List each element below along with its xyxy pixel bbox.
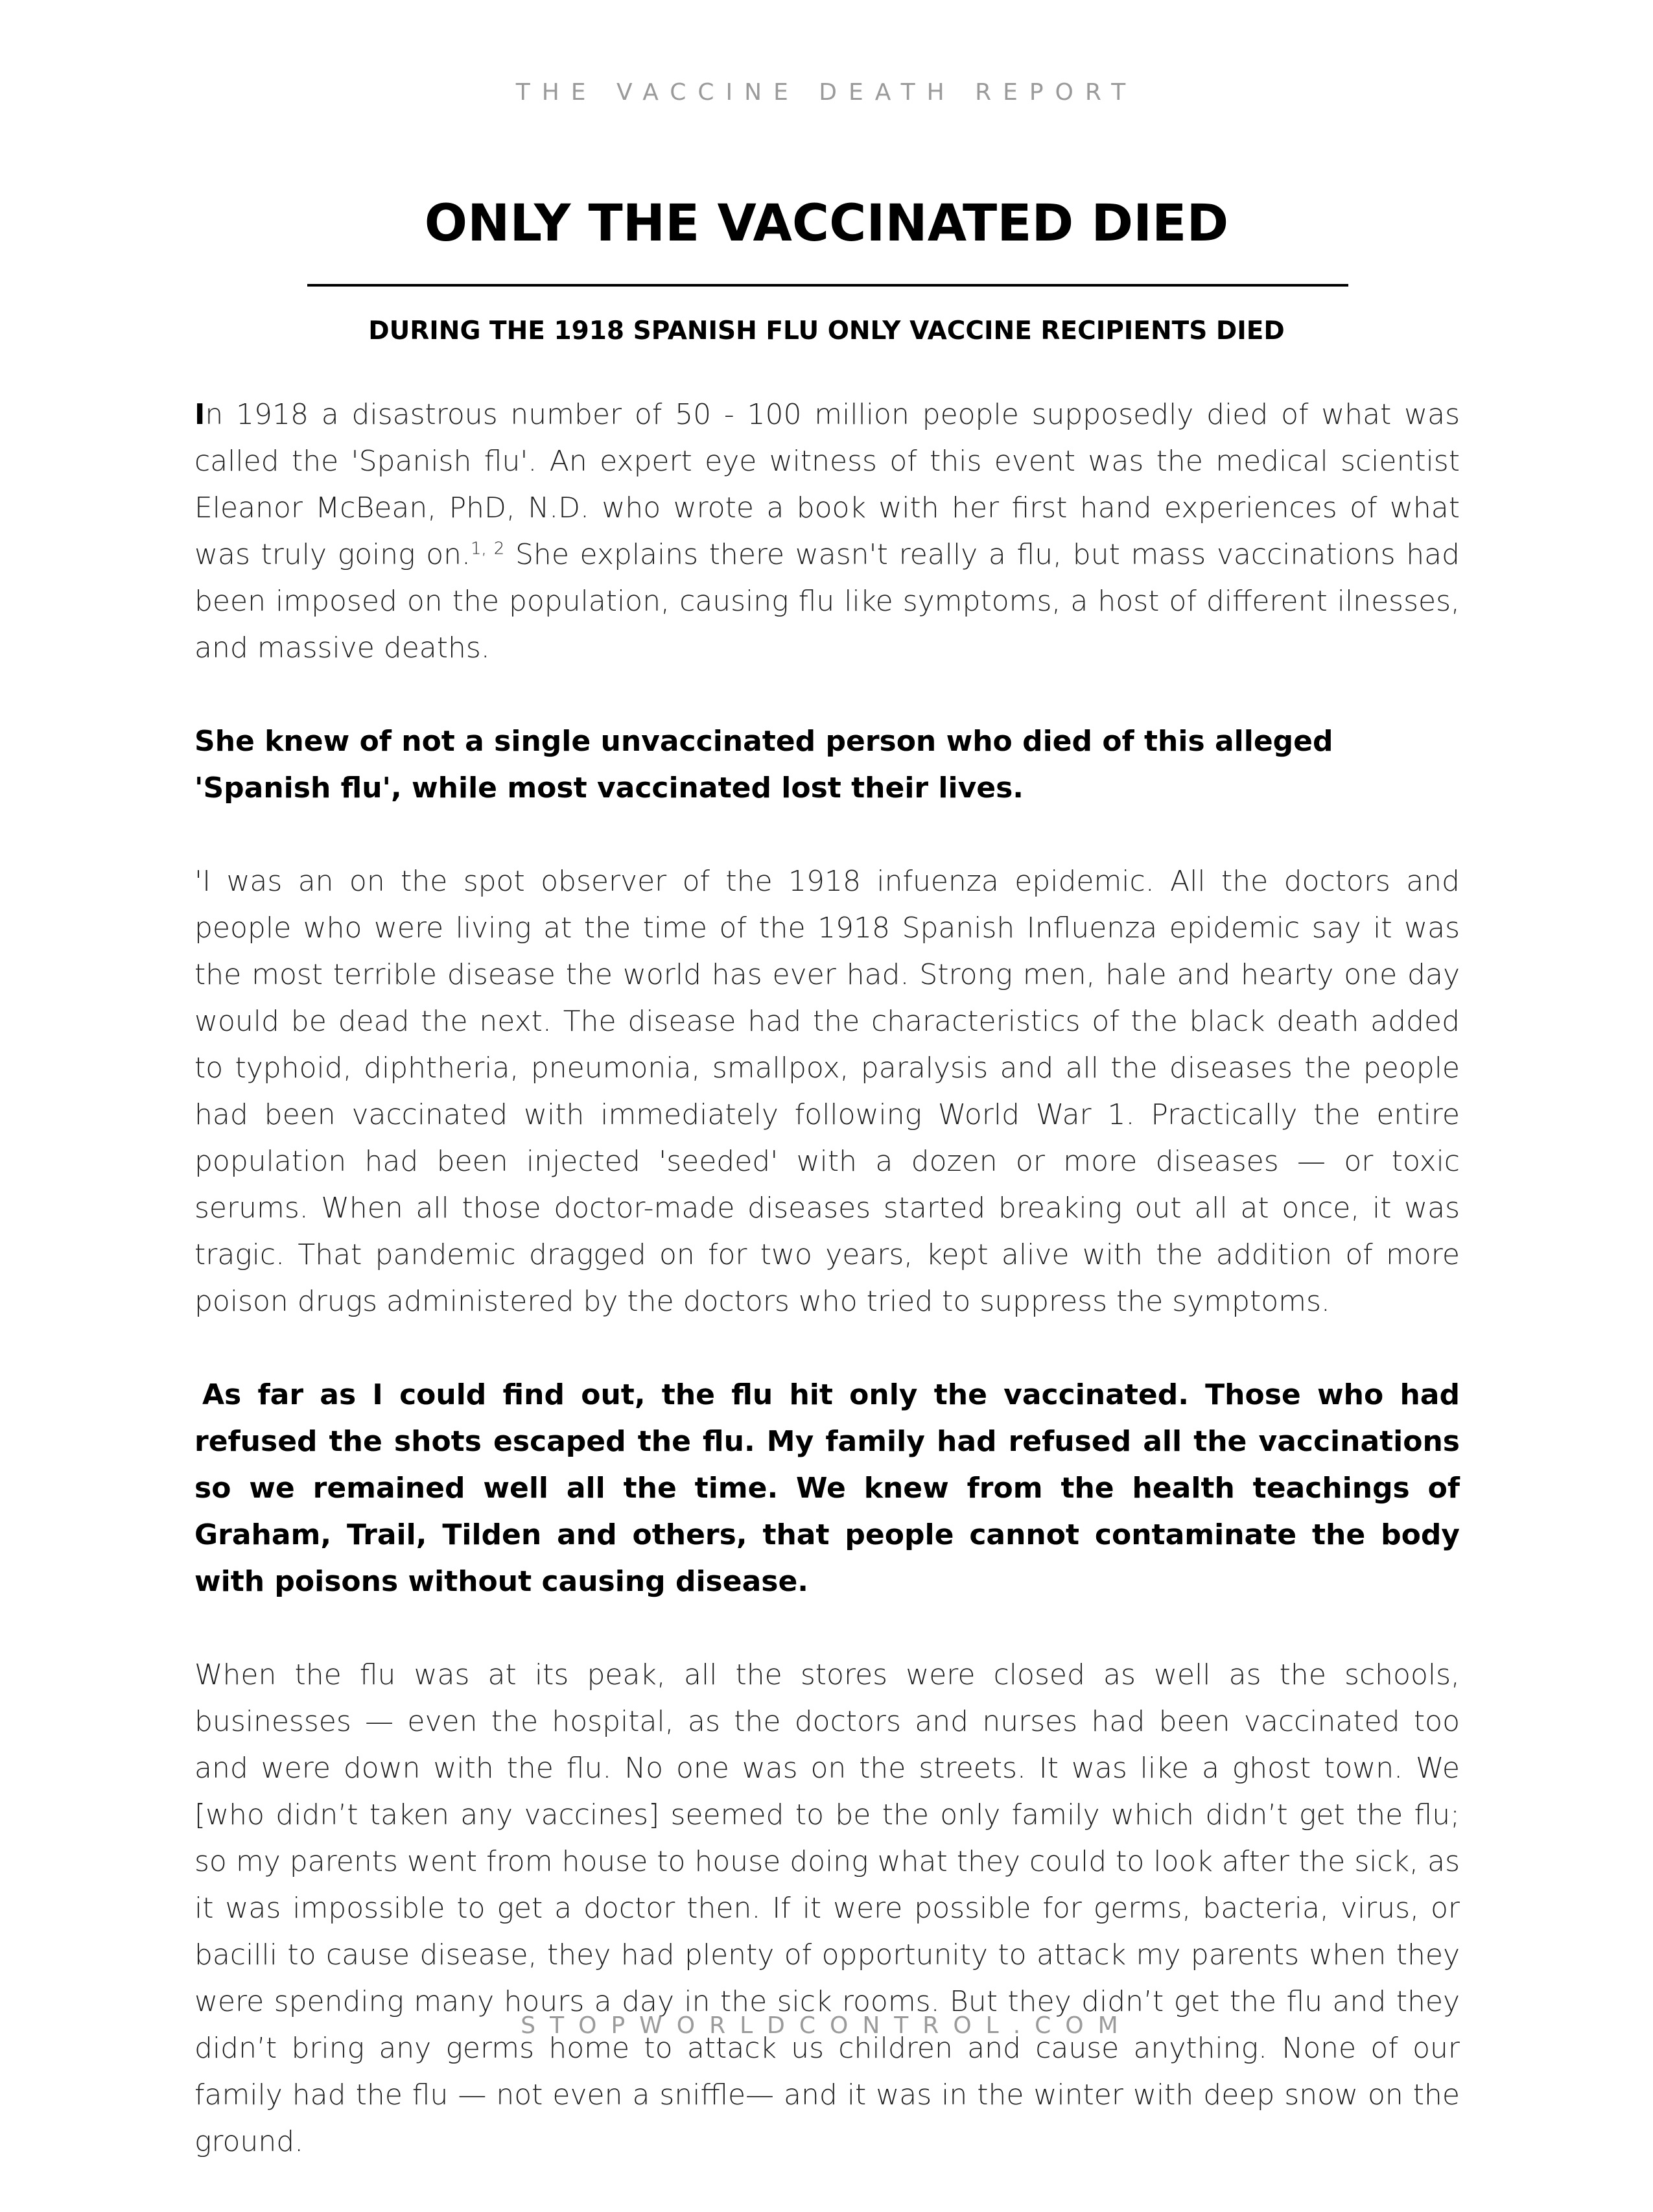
intro-paragraph xyxy=(194,392,1460,672)
footnote-refs: 1, 2 xyxy=(471,539,505,559)
dropcap-letter: I xyxy=(194,398,205,431)
article-body xyxy=(194,392,1460,2212)
page-subtitle: DURING THE 1918 SPANISH FLU ONLY VACCINE RECIPIENTS DIED xyxy=(368,316,1285,346)
highlight-statement: She knew of not a single unvaccinated person who died of this alleged 'Spanish flu', while most vaccinated lost their lives. xyxy=(194,725,1333,805)
intro-text-after-ref: She explains there wasn't really a flu, but mass vaccinations had been imposed on the population, causing flu like symptoms, a host of different ilnesses, and massive deaths. xyxy=(194,538,1460,665)
title-divider xyxy=(307,284,1348,287)
page-title: ONLY THE VACCINATED DIED xyxy=(424,194,1229,253)
running-header: THE VACCINE DEATH REPORT xyxy=(515,79,1138,106)
footer-site: STOPWORLDCONTROL.COM xyxy=(521,2012,1132,2039)
quote-paragraph-2: When the flu was at its peak, all the stores were closed as well as the schools, businesses — even the hospital, as the doctors and nurses had been vaccinated too and were down with the flu. No one was on the streets. It was like a ghost town. We [who didn’t taken any vaccines] seemed to be the only family which didn’t get the flu; so my parents went from house to house doing what they could to look after the sick, as it was impossible to get a doctor then. If it were possible for germs, bacteria, virus, or bacilli to cause disease, they had plenty of opportunity to attack my parents when they were spending many hours a day in the sick rooms. But they didn’t get the flu and they didn’t bring any germs home to attack us children and cause anything. None of our family had the flu — not even a sniffle— and it was in the winter with deep snow on the ground. xyxy=(194,1658,1460,2158)
quote-paragraph-1: 'I was an on the spot observer of the 1918 infuenza epidemic. All the doctors and people who were living at the time of the 1918 Spanish Influenza epidemic say it was the most terrible disease the world has ever had. Strong men, hale and hearty one day would be dead the next. The disease had the characteristics of the black death added to typhoid, diphtheria, pneumonia, smallpox, paralysis and all the diseases the people had been vaccinated with immediately following World War 1. Practically the entire population had been injected 'seeded' with a dozen or more diseases — or toxic serums. When all those doctor-made diseases started breaking out all at once, it was tragic. That pandemic dragged on for two years, kept alive with the addition of more poison drugs administered by the doctors who tried to suppress the symptoms. xyxy=(194,865,1460,1318)
highlight-quote: As far as I could find out, the flu hit only the vaccinated. Those who had refused the shots escaped the flu. My family had refused all the vaccinations so we remained well all the time. We knew from the health teachings of Graham, Trail, Tilden and others, that people cannot contaminate the body with poisons without causing disease. xyxy=(194,1378,1460,1598)
intro-text-before-ref: n 1918 a disastrous number of 50 - 100 million people supposedly died of what was called the 'Spanish flu'. An expert eye witness of this event was the medical scientist Eleanor McBean, PhD, N.D. who wrote a book with her first hand experiences of what was truly going on. xyxy=(194,398,1460,571)
